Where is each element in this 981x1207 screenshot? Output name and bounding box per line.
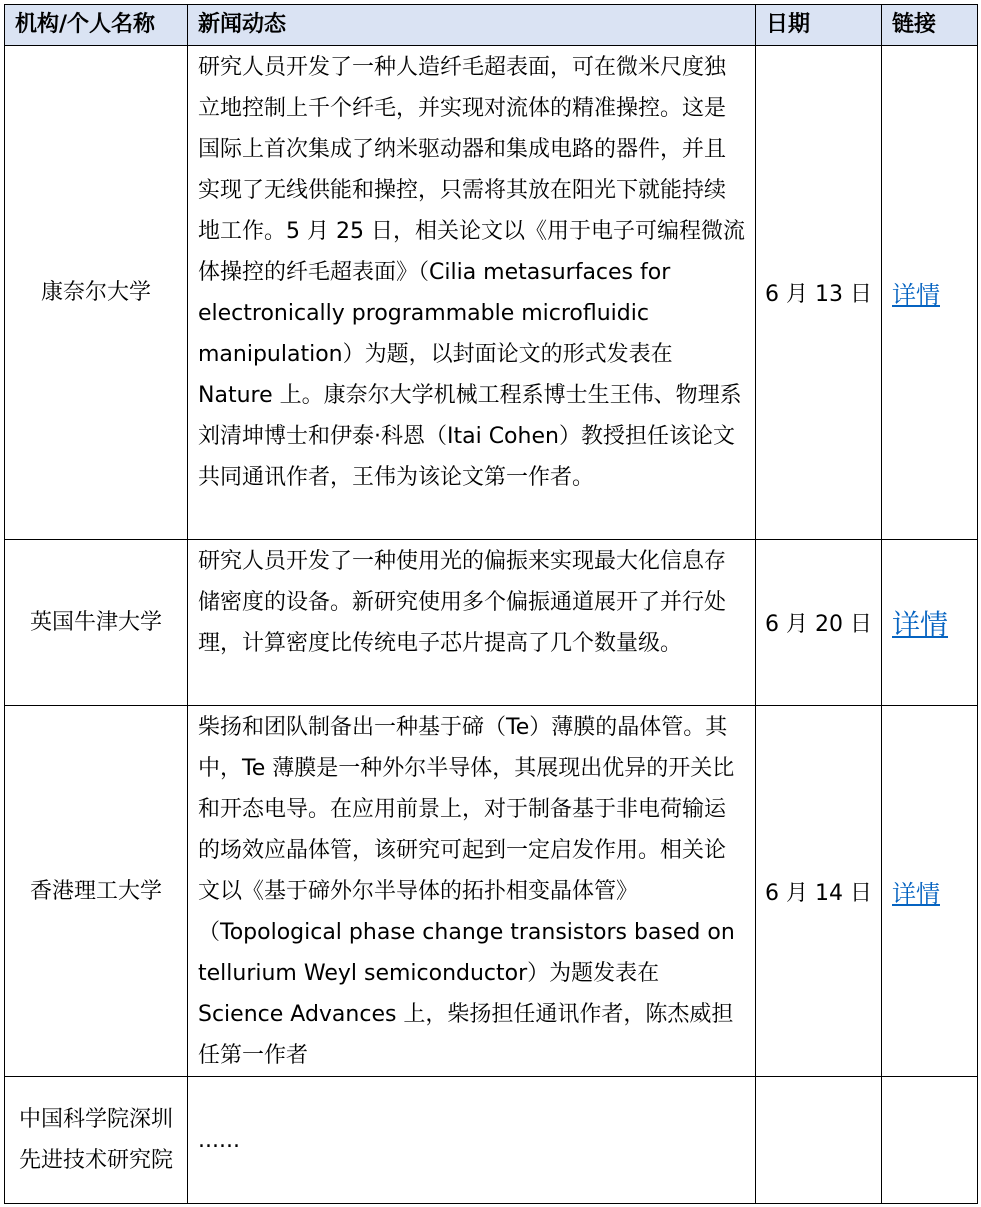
news-text: 研究人员开发了一种使用光的偏振来实现最大化信息存储密度的设备。新研究使用多个偏振通道展开了并行处理，计算密度比传统电子芯片提高了几个数量级。: [198, 548, 727, 656]
link-cell: [882, 1077, 978, 1204]
detail-link[interactable]: 详情: [892, 607, 949, 641]
header-news: 新闻动态: [188, 5, 756, 46]
link-cell: [882, 46, 978, 540]
link-cell: [882, 706, 978, 1077]
table-header-row: [5, 5, 978, 46]
date-cell: [756, 1077, 882, 1204]
table-row: [5, 540, 978, 706]
news-cell: [188, 540, 756, 706]
link-cell: [882, 540, 978, 706]
org-cell: 香港理工大学: [5, 706, 188, 1077]
news-table: [4, 4, 978, 1204]
table-row: [5, 1077, 978, 1204]
news-cell: [188, 706, 756, 1077]
news-text: ......: [198, 1127, 240, 1153]
news-text: 柴扬和团队制备出一种基于碲（Te）薄膜的晶体管。其中，Te 薄膜是一种外尔半导体，其展现出优异的开关比和开态电导。在应用前景上，对于制备基于非电荷输运的场效应晶体管，该研究可起到一定启发作用。相关论文以《基于碲外尔半导体的拓扑相变晶体管》（Topological phase change transistors based on tellurium Weyl semiconductor）为题发表在 Science Advances 上，柴扬担任通讯作者，陈杰威担任第一作者: [198, 714, 735, 1068]
header-link: 链接: [882, 5, 978, 46]
org-cell: 康奈尔大学: [5, 46, 188, 540]
org-cell: 中国科学院深圳先进技术研究院: [5, 1077, 188, 1204]
news-cell: [188, 46, 756, 540]
detail-link[interactable]: 详情: [892, 879, 940, 908]
table-row: [5, 706, 978, 1077]
header-org: 机构/个人名称: [5, 5, 188, 46]
date-cell: 6 月 20 日: [756, 540, 882, 706]
table-row: [5, 46, 978, 540]
detail-link[interactable]: 详情: [892, 281, 940, 309]
org-cell: 英国牛津大学: [5, 540, 188, 706]
news-cell: [188, 1077, 756, 1204]
header-date: 日期: [756, 5, 882, 46]
date-cell: 6 月 14 日: [756, 706, 882, 1077]
date-cell: 6 月 13 日: [756, 46, 882, 540]
news-text: 研究人员开发了一种人造纤毛超表面，可在微米尺度独立地控制上千个纤毛，并实现对流体的精准操控。这是国际上首次集成了纳米驱动器和集成电路的器件，并且实现了无线供能和操控，只需将其放在阳光下就能持续地工作。5 月 25 日，相关论文以《用于电子可编程微流体操控的纤毛超表面》（Cilia metasurfaces for electronically programmable microfluidic manipulation）为题，以封面论文的形式发表在 Nature 上。康奈尔大学机械工程系博士生王伟、物理系刘清坤博士和伊泰·科恩（Itai Cohen）教授担任该论文共同通讯作者，王伟为该论文第一作者。: [198, 54, 745, 490]
